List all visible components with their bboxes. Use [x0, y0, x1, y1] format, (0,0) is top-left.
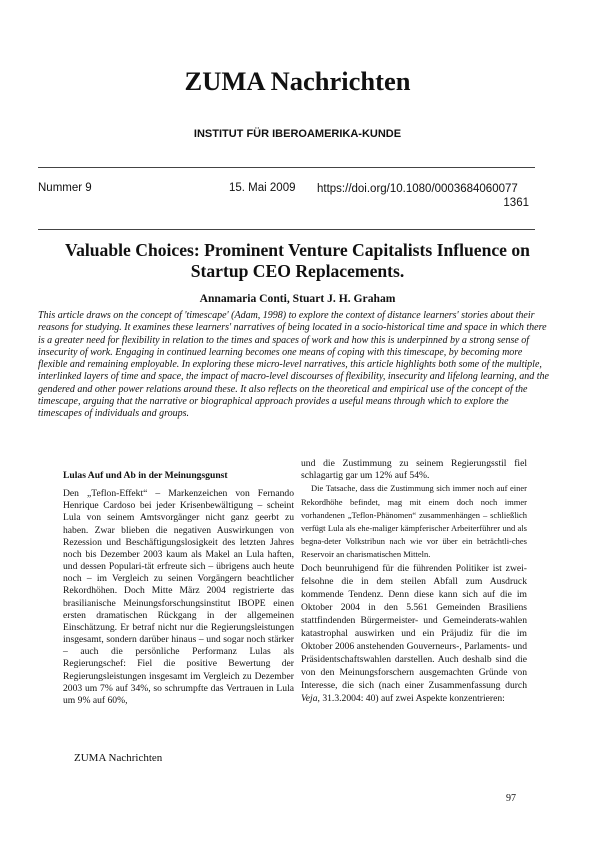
header-top-rule	[38, 167, 535, 168]
body-text: Doch beunruhigend für die führenden Politiker ist zwei-felsohne die in dem steilen Abfall zum Ausdruck kommende Tendenz. Denn diese kann sich auf die im Oktober 2004 in den 5.561 Gemeinden Brasiliens stattfindenden Bürgermeister- und Gemeinderats-wahlen katastrophal auswirken und ein Präjudiz für die im Oktober 2006 anstehenden Gouverneurs-, Parlaments- und Präsidentschaftswahlen darstellen. Auch deshalb sind die von den Meinungsforschern ausgemachten Gründe von Interesse, die sich (nach einer Zusammenfassung durch	[301, 562, 527, 691]
header-bottom-rule	[38, 229, 535, 230]
body-column-right	[301, 458, 527, 705]
body-paragraph: Die Tatsache, dass die Zustimmung sich immer noch auf einer Rekordhöhe befindet, mag mit einem doch noch immer vorhandenen „Teflon-Phänomen“ zusammenhängen – schließlich verfügt Lula als ehe-maliger kämpferischer Arbeiterführer und als begna-deter Volkstribun nach wie vor über ein beträchtli-ches Reservoir an charismatischen Mitteln.	[301, 483, 527, 560]
doi-line-1: https://doi.org/10.1080/0003684060077	[317, 183, 518, 195]
article-abstract: This article draws on the concept of 'timescape' (Adam, 1998) to explore the context of distance learners' stories about their reasons for studying. It examines these learners' narratives of being located in a socio-historical time and space in which there is a greater need for flexibility in relation to the times and spaces of work and how this is underpinned by a strong sense of insecurity of work. Engaging in continued learning becomes one means of coping with this timescape, by becoming more flexible and remaining employable. In exploring these micro-level narratives, this article highlights both some of the multiple, interlinked layers of time and space, the impact of macro-level discourses of flexibility, insecurity and lifelong learning, and the gendered and other power relations around these. It also reflects on the theoretical and empirical use of the concept of the timescape, arguing that the narrative or biographical approach provides a useful means through which to explore the timescapes of individuals and groups.	[38, 310, 549, 420]
institute-name: INSTITUT FÜR IBEROAMERIKA-KUNDE	[193, 128, 402, 140]
body-paragraph: Den „Teflon-Effekt“ – Markenzeichen von Fernando Henrique Cardoso bei jeder Krisenbewältigung – scheint Lula von seinem Amtsvorgänger nicht ganz geerbt zu haben. Zwar blieben die negativen Auswirkungen von Rezession und Beschäftigungslosigkeit des letzten Jahres noch bis Dezember 2003 kaum als Makel an Lula haften, und dessen Populari-tät erfreute sich – übrigens auch heute noch – im Vergleich zu seinen Vorgängern beachtlicher Rekordhöhen. Doch Mitte März 2004 registrierte das brasilianische Meinungsforschungsinstitut IBOPE einen ersten dramatischen Rückgang in der allgemeinen Einschätzung. Er betraf nicht nur die Regierungsleistungen insgesamt, sondern darüber hinaus – und sogar noch stärker – auch die persönliche Performanz Lulas als Regierungschef: Fiel die positive Bewertung der Regierungsleistungen insgesamt im Vergleich zu Dezember 2003 um 7% auf 34%, so schrumpfte das Vertrauen in Lula um 9% auf 60%,	[63, 488, 294, 706]
body-paragraph	[301, 562, 527, 705]
journal-title: ZUMA Nachrichten	[184, 66, 411, 96]
article-title: Valuable Choices: Prominent Venture Capitalists Influence on Startup CEO Replacements.	[65, 240, 530, 281]
body-text: , 31.3.2004: 40) auf zwei Aspekte konzentrieren:	[317, 692, 505, 704]
doi-link[interactable]	[317, 182, 529, 210]
source-citation: Veja	[301, 692, 318, 704]
article-authors: Annamaria Conti, Stuart J. H. Graham	[199, 292, 396, 305]
footer-journal-name: ZUMA Nachrichten	[74, 752, 163, 764]
body-column-left	[63, 470, 294, 707]
doi-line-2: 1361	[503, 197, 529, 209]
issue-number: Nummer 9	[38, 182, 92, 194]
issue-date: 15. Mai 2009	[229, 182, 296, 194]
body-paragraph: und die Zustimmung zu seinem Regierungsstil fiel schlagartig gar um 12% auf 54%.	[301, 458, 527, 482]
page-number: 97	[506, 793, 516, 804]
section-heading: Lulas Auf und Ab in der Meinungsgunst	[63, 470, 228, 481]
